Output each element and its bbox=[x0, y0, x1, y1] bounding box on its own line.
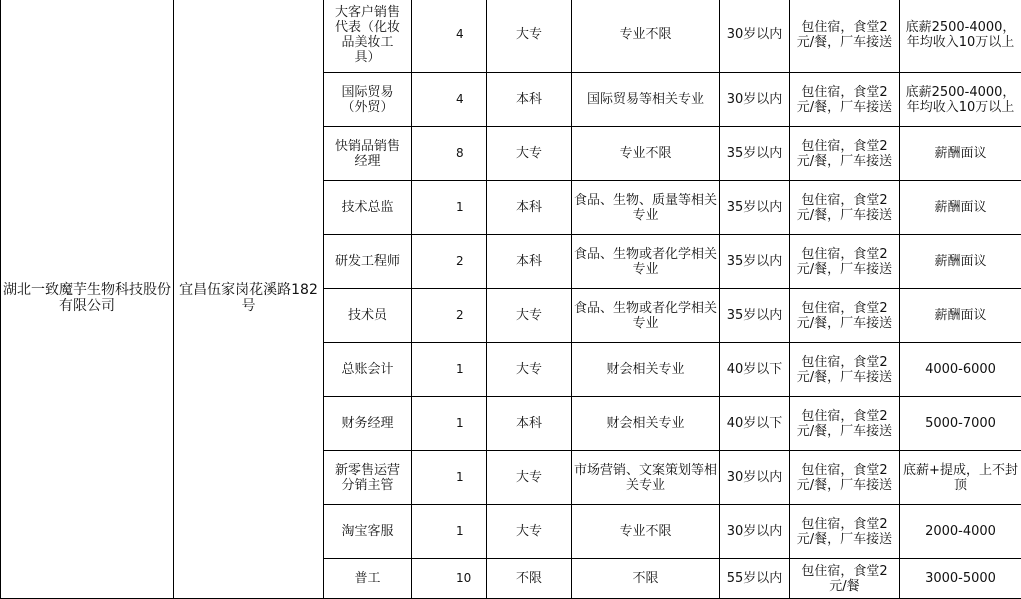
count-cell: 1 bbox=[412, 451, 487, 505]
company-name: 湖北一致魔芋生物科技股份有限公司 bbox=[1, 0, 174, 599]
education-cell: 大专 bbox=[487, 451, 572, 505]
salary-cell: 5000-7000 bbox=[900, 397, 1021, 451]
benefit-cell: 包住宿，食堂2元/餐，厂车接送 bbox=[790, 73, 900, 127]
age-cell: 30岁以内 bbox=[720, 0, 790, 73]
age-cell: 35岁以内 bbox=[720, 181, 790, 235]
benefit-cell: 包住宿，食堂2元/餐，厂车接送 bbox=[790, 235, 900, 289]
count-cell: 1 bbox=[412, 181, 487, 235]
major-cell: 市场营销、文案策划等相关专业 bbox=[572, 451, 720, 505]
education-cell: 本科 bbox=[487, 181, 572, 235]
education-cell: 大专 bbox=[487, 289, 572, 343]
benefit-cell: 包住宿，食堂2元/餐 bbox=[790, 559, 900, 599]
education-cell: 本科 bbox=[487, 235, 572, 289]
count-cell: 8 bbox=[412, 127, 487, 181]
position-cell: 普工 bbox=[324, 559, 412, 599]
position-cell: 财务经理 bbox=[324, 397, 412, 451]
major-cell: 不限 bbox=[572, 559, 720, 599]
salary-cell: 薪酬面议 bbox=[900, 235, 1021, 289]
education-cell: 本科 bbox=[487, 73, 572, 127]
education-cell: 大专 bbox=[487, 127, 572, 181]
position-cell: 总账会计 bbox=[324, 343, 412, 397]
benefit-cell: 包住宿，食堂2元/餐，厂车接送 bbox=[790, 181, 900, 235]
major-cell: 财会相关专业 bbox=[572, 343, 720, 397]
salary-cell: 3000-5000 bbox=[900, 559, 1021, 599]
benefit-cell: 包住宿，食堂2元/餐，厂车接送 bbox=[790, 397, 900, 451]
age-cell: 40岁以下 bbox=[720, 343, 790, 397]
count-cell: 4 bbox=[412, 0, 487, 73]
benefit-cell: 包住宿，食堂2元/餐，厂车接送 bbox=[790, 0, 900, 73]
position-cell: 国际贸易（外贸） bbox=[324, 73, 412, 127]
major-cell: 国际贸易等相关专业 bbox=[572, 73, 720, 127]
benefit-cell: 包住宿，食堂2元/餐，厂车接送 bbox=[790, 289, 900, 343]
position-cell: 研发工程师 bbox=[324, 235, 412, 289]
salary-cell: 4000-6000 bbox=[900, 343, 1021, 397]
education-cell: 大专 bbox=[487, 505, 572, 559]
benefit-cell: 包住宿，食堂2元/餐，厂车接送 bbox=[790, 505, 900, 559]
salary-cell: 底薪2500-4000，年均收入10万以上 bbox=[900, 0, 1021, 73]
benefit-cell: 包住宿，食堂2元/餐，厂车接送 bbox=[790, 451, 900, 505]
position-cell: 快销品销售经理 bbox=[324, 127, 412, 181]
age-cell: 35岁以内 bbox=[720, 127, 790, 181]
salary-cell: 薪酬面议 bbox=[900, 181, 1021, 235]
count-cell: 1 bbox=[412, 343, 487, 397]
education-cell: 大专 bbox=[487, 0, 572, 73]
position-cell: 技术总监 bbox=[324, 181, 412, 235]
company-address: 宜昌伍家岗花溪路182号 bbox=[174, 0, 324, 599]
major-cell: 专业不限 bbox=[572, 127, 720, 181]
major-cell: 专业不限 bbox=[572, 0, 720, 73]
benefit-cell: 包住宿，食堂2元/餐，厂车接送 bbox=[790, 127, 900, 181]
salary-cell: 薪酬面议 bbox=[900, 289, 1021, 343]
count-cell: 1 bbox=[412, 505, 487, 559]
count-cell: 2 bbox=[412, 235, 487, 289]
position-cell: 技术员 bbox=[324, 289, 412, 343]
count-cell: 1 bbox=[412, 397, 487, 451]
major-cell: 食品、生物、质量等相关专业 bbox=[572, 181, 720, 235]
position-cell: 新零售运营分销主管 bbox=[324, 451, 412, 505]
salary-cell: 2000-4000 bbox=[900, 505, 1021, 559]
education-cell: 不限 bbox=[487, 559, 572, 599]
age-cell: 30岁以内 bbox=[720, 505, 790, 559]
age-cell: 30岁以内 bbox=[720, 451, 790, 505]
age-cell: 35岁以内 bbox=[720, 235, 790, 289]
count-cell: 2 bbox=[412, 289, 487, 343]
benefit-cell: 包住宿，食堂2元/餐，厂车接送 bbox=[790, 343, 900, 397]
age-cell: 30岁以内 bbox=[720, 73, 790, 127]
count-cell: 4 bbox=[412, 73, 487, 127]
age-cell: 40岁以下 bbox=[720, 397, 790, 451]
education-cell: 大专 bbox=[487, 343, 572, 397]
position-cell: 大客户销售代表（化妆品美妆工具） bbox=[324, 0, 412, 73]
education-cell: 本科 bbox=[487, 397, 572, 451]
age-cell: 55岁以内 bbox=[720, 559, 790, 599]
salary-cell: 薪酬面议 bbox=[900, 127, 1021, 181]
salary-cell: 底薪+提成，上不封顶 bbox=[900, 451, 1021, 505]
major-cell: 财会相关专业 bbox=[572, 397, 720, 451]
position-cell: 淘宝客服 bbox=[324, 505, 412, 559]
major-cell: 专业不限 bbox=[572, 505, 720, 559]
salary-cell: 底薪2500-4000，年均收入10万以上 bbox=[900, 73, 1021, 127]
count-cell: 10 bbox=[412, 559, 487, 599]
major-cell: 食品、生物或者化学相关专业 bbox=[572, 289, 720, 343]
age-cell: 35岁以内 bbox=[720, 289, 790, 343]
major-cell: 食品、生物或者化学相关专业 bbox=[572, 235, 720, 289]
